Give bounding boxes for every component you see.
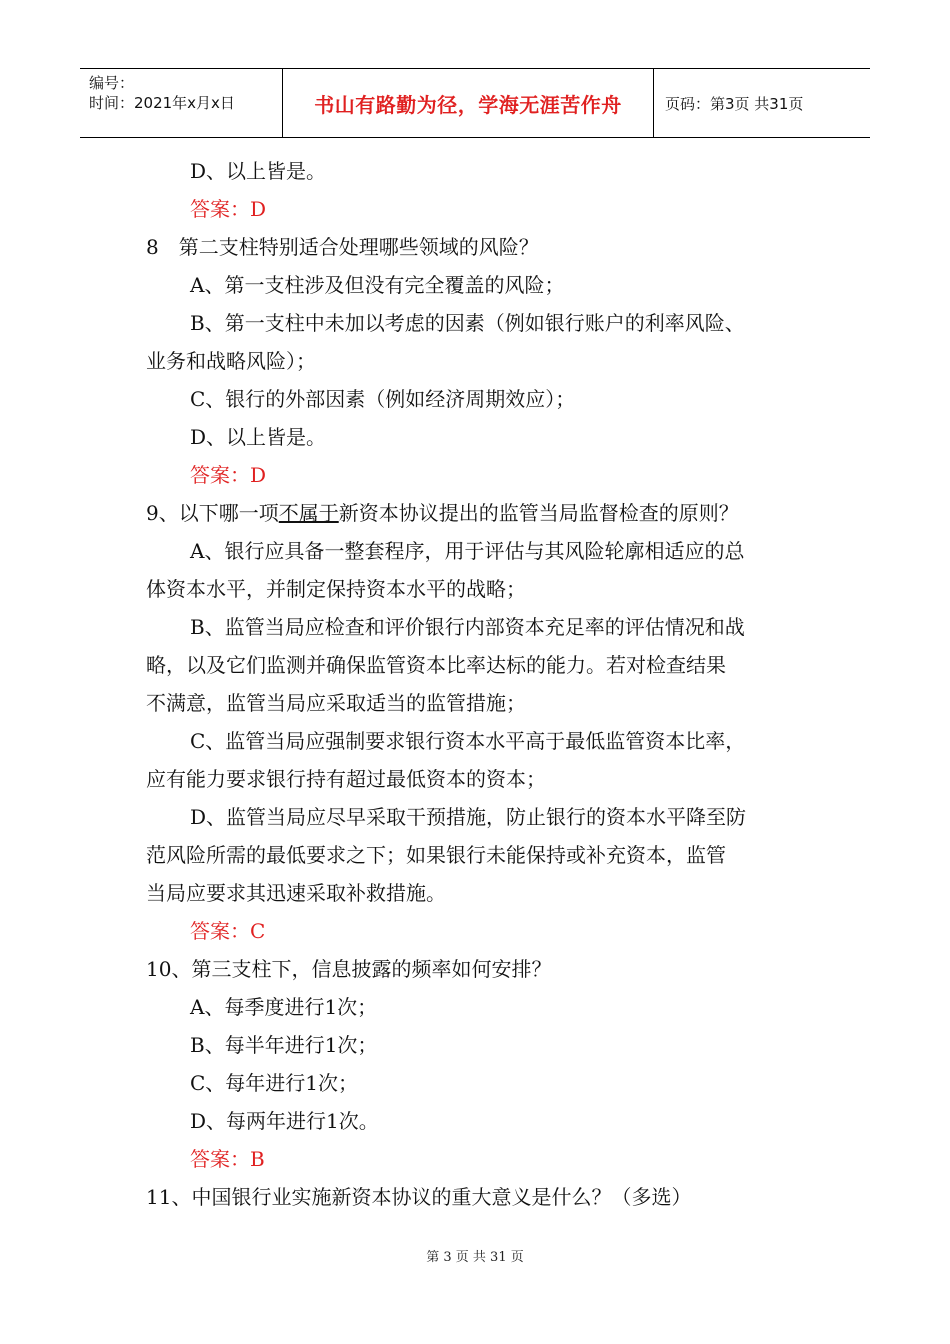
q9-option-b-line1: B、监管当局应检查和评价银行内部资本充足率的评估情况和战 <box>190 615 745 639</box>
page-footer: 第 3 页 共 31 页 <box>426 1250 524 1265</box>
q8-option-b-line2: 业务和战略风险）； <box>146 349 316 373</box>
q9-option-a-line2: 体资本水平，并制定保持资本水平的战略； <box>146 577 526 601</box>
q10-option-a: A、每季度进行1次； <box>190 995 378 1019</box>
q8-option-b-line1: B、第一支柱中未加以考虑的因素（例如银行账户的利率风险、 <box>190 311 745 335</box>
q8-answer: 答案：D <box>190 463 267 487</box>
q10-answer: 答案：B <box>190 1147 265 1171</box>
motto-text: 书山有路勤为径，学海无涯苦作舟 <box>314 92 622 117</box>
q9-option-a-line1: A、银行应具备一整套程序，用于评估与其风险轮廓相适应的总 <box>190 539 745 563</box>
q8-title: 8 第二支柱特别适合处理哪些领域的风险？ <box>146 235 539 259</box>
q9-option-d-line3: 当局应要求其迅速采取补救措施。 <box>146 881 446 905</box>
document-body <box>146 152 810 1216</box>
page-header <box>80 68 870 138</box>
q10-option-b: B、每半年进行1次； <box>190 1033 378 1057</box>
q9-option-c-line1: C、监管当局应强制要求银行资本水平高于最低监管资本比率， <box>190 729 746 753</box>
page-info-text: 页码：第3页 共31页 <box>665 94 804 113</box>
q9-option-b-line3: 不满意，监管当局应采取适当的监管措施； <box>146 691 526 715</box>
q9-title-pre: 9、以下哪一项 <box>146 501 279 525</box>
q9-answer: 答案：C <box>190 919 266 943</box>
q9-title-post: 新资本协议提出的监管当局监督检查的原则？ <box>338 501 739 525</box>
number-label: 编号： <box>89 74 135 92</box>
q9-option-b-line2: 略，以及它们监测并确保监管资本比率达标的能力。若对检查结果 <box>146 653 726 677</box>
q7-answer: 答案：D <box>190 197 267 221</box>
q10-option-d: D、每两年进行1次。 <box>190 1109 379 1133</box>
q8-option-d: D、以上皆是。 <box>190 425 327 449</box>
q9-option-d-line2: 范风险所需的最低要求之下；如果银行未能保持或补充资本，监管 <box>146 843 726 867</box>
time-label: 时间：2021年x月x日 <box>89 94 235 112</box>
header-page-info <box>654 69 870 137</box>
q9-title-underlined: 不属于 <box>278 501 339 525</box>
q8-option-a: A、第一支柱涉及但没有完全覆盖的风险； <box>190 273 565 297</box>
header-meta <box>80 69 282 137</box>
q9-option-d-line1: D、监管当局应尽早采取干预措施，防止银行的资本水平降至防 <box>190 805 747 829</box>
header-motto-cell <box>282 69 654 137</box>
q7-option-d: D、以上皆是。 <box>190 159 327 183</box>
q10-title: 10、第三支柱下，信息披露的频率如何安排？ <box>146 957 552 981</box>
q9-title <box>146 494 810 532</box>
q10-option-c: C、每年进行1次； <box>190 1071 359 1095</box>
q9-option-c-line2: 应有能力要求银行持有超过最低资本的资本； <box>146 767 546 791</box>
q11-title: 11、中国银行业实施新资本协议的重大意义是什么？（多选） <box>146 1185 692 1209</box>
q8-option-c: C、银行的外部因素（例如经济周期效应）； <box>190 387 576 411</box>
